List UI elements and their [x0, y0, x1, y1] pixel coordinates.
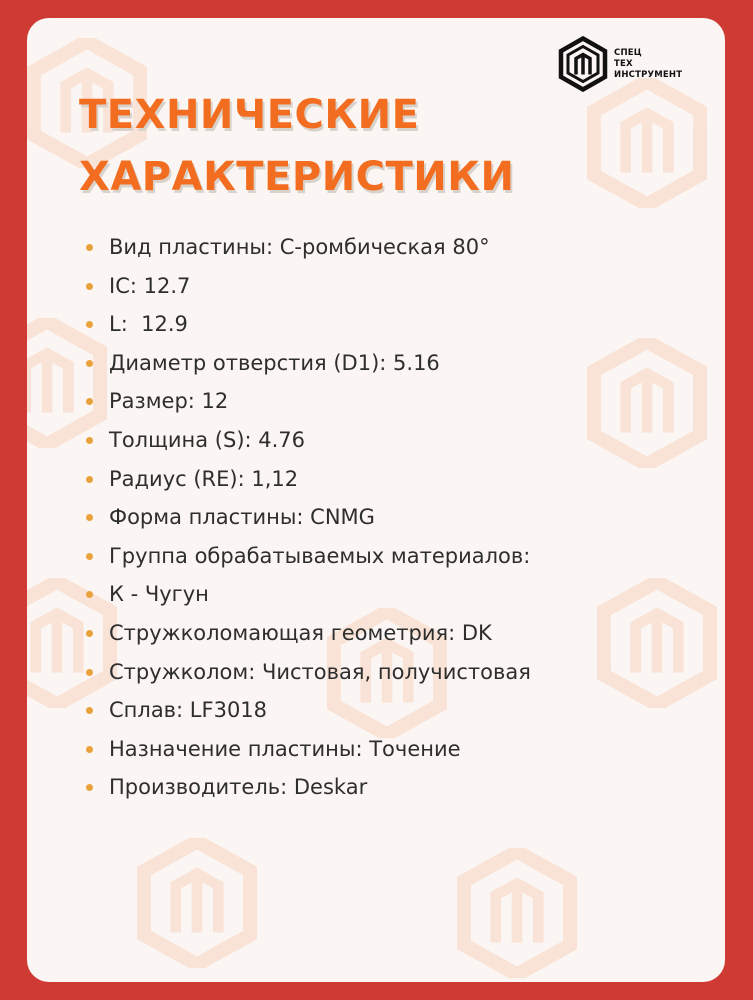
hexagon-logo-icon: [558, 36, 608, 92]
bullet-dot-icon: [86, 746, 93, 753]
spec-text: Группа обрабатываемых материалов:: [109, 543, 531, 568]
info-card: [27, 18, 725, 982]
spec-item: [81, 768, 531, 807]
hexagon-watermark-icon: [587, 78, 707, 208]
page-title: [79, 84, 514, 208]
bullet-dot-icon: [86, 707, 93, 714]
spec-text: L: 12.9: [109, 312, 188, 337]
spec-text: Толщина (S): 4.76: [109, 427, 306, 452]
bullet-dot-icon: [86, 784, 93, 791]
spec-item: [81, 305, 531, 344]
spec-item: [81, 614, 531, 653]
spec-item: [81, 421, 531, 460]
bullet-dot-icon: [86, 321, 93, 328]
spec-item: [81, 730, 531, 769]
spec-item: [81, 382, 531, 421]
bullet-dot-icon: [86, 591, 93, 598]
spec-item: [81, 267, 531, 306]
spec-item: [81, 344, 531, 383]
bullet-dot-icon: [86, 514, 93, 521]
bullet-dot-icon: [86, 669, 93, 676]
bullet-dot-icon: [86, 553, 93, 560]
bullet-dot-icon: [86, 398, 93, 405]
spec-text: Вид пластины: С-ромбическая 80°: [109, 235, 490, 259]
hexagon-watermark-icon: [137, 838, 257, 968]
brand-line-3: ИНСТРУМЕНТ: [614, 69, 683, 80]
spec-text: Стружколомающая геометрия: DK: [109, 620, 492, 645]
spec-item: [81, 575, 531, 614]
brand-line-2: ТЕХ: [614, 58, 633, 69]
bullet-dot-icon: [86, 630, 93, 637]
bullet-dot-icon: [86, 360, 93, 367]
spec-text: Диаметр отверстия (D1): 5.16: [109, 350, 440, 375]
spec-text: Размер: 12: [109, 389, 229, 414]
spec-text: Радиус (RE): 1,12: [109, 466, 299, 491]
title-line-1: ТЕХНИЧЕСКИЕ: [79, 92, 420, 138]
spec-item: [81, 691, 531, 730]
hexagon-watermark-icon: [597, 578, 717, 708]
spec-item: [81, 228, 531, 267]
spec-text: Производитель: Deskar: [109, 775, 368, 800]
spec-item: [81, 498, 531, 537]
spec-text: Форма пластины: CNMG: [109, 505, 375, 530]
spec-text: Назначение пластины: Точение: [109, 736, 461, 761]
bullet-dot-icon: [86, 244, 93, 251]
spec-text: Стружколом: Чистовая, получистовая: [109, 659, 531, 684]
spec-item: [81, 653, 531, 692]
brand-logo: [558, 36, 682, 92]
bullet-dot-icon: [86, 476, 93, 483]
spec-item: [81, 537, 531, 576]
brand-line-1: СПЕЦ: [614, 47, 642, 58]
bullet-dot-icon: [86, 283, 93, 290]
hexagon-watermark-icon: [587, 338, 707, 468]
title-line-2: ХАРАКТЕРИСТИКИ: [79, 154, 515, 200]
hexagon-watermark-icon: [457, 848, 577, 978]
spec-text: К - Чугун: [109, 582, 209, 607]
brand-name: [614, 48, 682, 81]
spec-list: [81, 228, 531, 807]
spec-text: IC: 12.7: [109, 273, 191, 298]
spec-text: Сплав: LF3018: [109, 698, 268, 723]
bullet-dot-icon: [86, 437, 93, 444]
spec-item: [81, 460, 531, 499]
